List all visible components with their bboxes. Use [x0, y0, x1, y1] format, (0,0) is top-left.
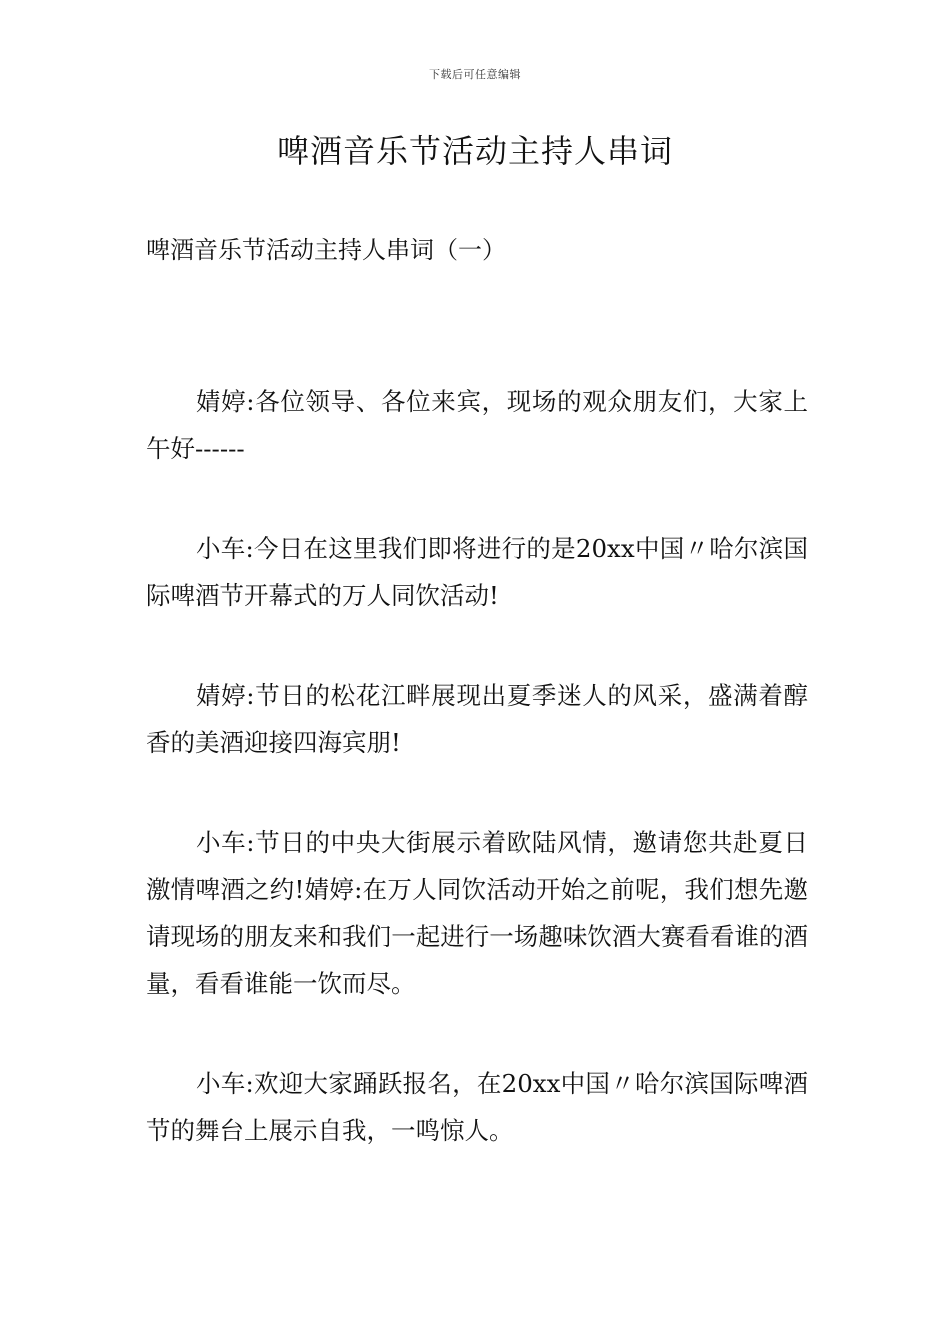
paragraph: 小车:今日在这里我们即将进行的是20xx中国〃哈尔滨国际啤酒节开幕式的万人同饮活动!	[146, 534, 808, 610]
document-body	[146, 378, 808, 1207]
document-title: 啤酒音乐节活动主持人串词	[276, 132, 673, 170]
paragraph: 婧婷:各位领导、各位来宾，现场的观众朋友们，大家上午好------	[146, 387, 808, 463]
header-note: 下载后可任意编辑	[429, 68, 521, 81]
section-subtitle: 啤酒音乐节活动主持人串词（一）	[146, 236, 506, 264]
paragraph: 婧婷:节日的松花江畔展现出夏季迷人的风采，盛满着醇香的美酒迎接四海宾朋!	[146, 681, 808, 757]
paragraph: 小车:欢迎大家踊跃报名，在20xx中国〃哈尔滨国际啤酒节的舞台上展示自我，一鸣惊人。	[146, 1069, 808, 1145]
paragraph: 小车:节日的中央大街展示着欧陆风情，邀请您共赴夏日激情啤酒之约!婧婷:在万人同饮活动开始之前呢，我们想先邀请现场的朋友来和我们一起进行一场趣味饮酒大赛看看谁的酒量，看看谁能一饮而尽。	[146, 828, 808, 998]
